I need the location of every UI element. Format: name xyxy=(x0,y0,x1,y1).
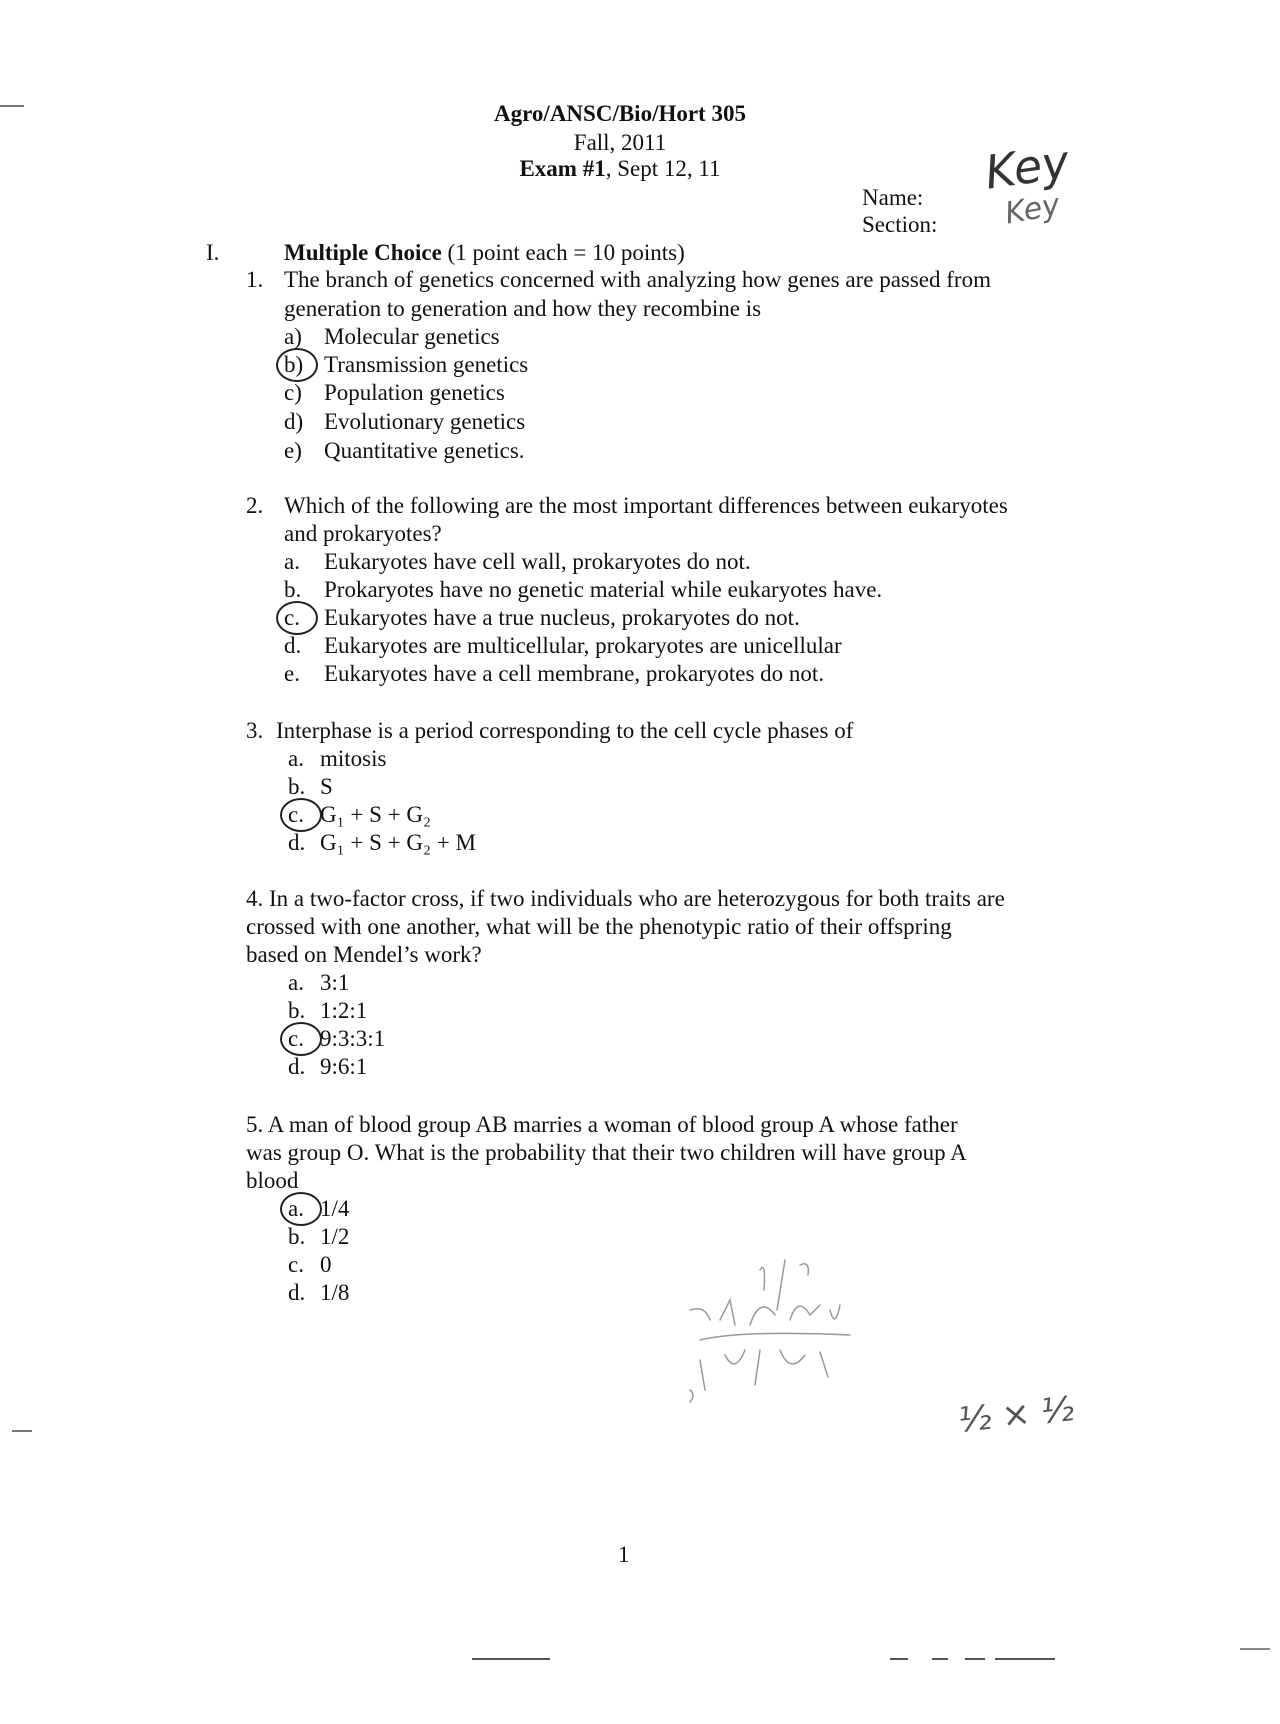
option-text: Eukaryotes have cell wall, prokaryotes do not. xyxy=(324,549,751,574)
option-text: 1/4 xyxy=(320,1196,350,1221)
option-text: Molecular genetics xyxy=(324,324,500,349)
handwritten-fraction: ½ × ½ xyxy=(956,1389,1076,1441)
option-text: Population genetics xyxy=(324,380,505,405)
option-2c xyxy=(284,603,800,632)
question-5-text: blood xyxy=(246,1168,299,1193)
option-label: d. xyxy=(288,1054,306,1079)
option-label: e. xyxy=(284,661,300,686)
term: Fall, 2011 xyxy=(573,130,667,155)
option-5a xyxy=(288,1194,349,1223)
scan-artifact-line xyxy=(932,1658,948,1660)
option-label: e) xyxy=(284,438,302,463)
scan-artifact-line xyxy=(472,1658,550,1660)
option-text: Transmission genetics xyxy=(324,352,529,377)
option-text: Prokaryotes have no genetic material while eukaryotes have. xyxy=(324,577,883,602)
option-1a xyxy=(284,322,500,351)
question-2-text: Which of the following are the most important differences between eukaryotes xyxy=(284,493,1008,518)
option-label: d) xyxy=(284,409,304,434)
option-label: c. xyxy=(284,605,300,630)
option-label: c. xyxy=(288,1252,304,1277)
course-title: Agro/ANSC/Bio/Hort 305 xyxy=(494,101,746,126)
handwritten-scribble xyxy=(680,1240,910,1410)
scan-artifact-line xyxy=(965,1658,985,1660)
option-label: d. xyxy=(284,633,302,658)
option-label: a. xyxy=(288,1196,304,1221)
option-1c xyxy=(284,378,505,407)
option-text: G₁ + S + G₂ xyxy=(320,802,431,827)
name-label: Name: xyxy=(862,185,924,210)
exam-number: Exam #1 xyxy=(519,156,606,181)
option-label: a) xyxy=(284,324,302,349)
option-4d xyxy=(288,1052,367,1081)
option-label: b. xyxy=(288,998,306,1023)
answer-circle xyxy=(280,1022,322,1056)
answer-circle xyxy=(280,1192,322,1226)
answer-circle xyxy=(276,601,318,635)
scan-artifact-line xyxy=(12,1430,32,1432)
option-text: 3:1 xyxy=(320,970,350,995)
question-2-text: and prokaryotes? xyxy=(284,521,442,546)
section-numeral: I. xyxy=(206,240,220,265)
page-number: 1 xyxy=(618,1542,630,1567)
option-label: b. xyxy=(284,577,302,602)
option-3d xyxy=(288,828,476,857)
option-text: G₁ + S + G₂ + M xyxy=(320,830,476,855)
section-title xyxy=(284,238,685,267)
option-4a xyxy=(288,968,349,997)
option-5c xyxy=(288,1250,332,1279)
question-3-number: 3. xyxy=(246,718,264,743)
option-text: Evolutionary genetics xyxy=(324,409,526,434)
option-text: Eukaryotes are multicellular, prokaryotes are unicellular xyxy=(324,633,842,658)
option-3c xyxy=(288,800,431,829)
option-text: 1/2 xyxy=(320,1224,350,1249)
option-4c xyxy=(288,1024,385,1053)
question-1-text: The branch of genetics concerned with analyzing how genes are passed from xyxy=(284,267,991,292)
question-4-text: 4. In a two-factor cross, if two individuals who are heterozygous for both traits are xyxy=(246,886,1005,911)
option-text: 1:2:1 xyxy=(320,998,368,1023)
section-title-rest: (1 point each = 10 points) xyxy=(441,240,685,265)
option-5d xyxy=(288,1278,349,1307)
option-text: Eukaryotes have a true nucleus, prokaryotes do not. xyxy=(324,605,800,630)
option-label: c) xyxy=(284,380,302,405)
option-label: b. xyxy=(288,1224,306,1249)
option-text: Eukaryotes have a cell membrane, prokaryotes do not. xyxy=(324,661,825,686)
question-1-number: 1. xyxy=(246,267,264,292)
question-5-text: 5. A man of blood group AB marries a woman of blood group A whose father xyxy=(246,1112,958,1137)
option-label: a. xyxy=(288,970,304,995)
question-1-text: generation to generation and how they recombine is xyxy=(284,296,762,321)
question-3-text: Interphase is a period corresponding to the cell cycle phases of xyxy=(276,718,854,743)
option-label: d. xyxy=(288,830,306,855)
section-title-bold: Multiple Choice xyxy=(284,240,442,265)
option-5b xyxy=(288,1222,349,1251)
option-2b xyxy=(284,575,882,604)
question-4-text: based on Mendel’s work? xyxy=(246,942,482,967)
scan-artifact-line xyxy=(890,1658,908,1660)
option-label: c. xyxy=(288,802,304,827)
scan-artifact-line xyxy=(0,105,24,107)
option-1d xyxy=(284,407,525,436)
option-1b xyxy=(284,350,528,379)
option-label: a. xyxy=(288,746,304,771)
option-text: 9:6:1 xyxy=(320,1054,368,1079)
question-4-text: crossed with one another, what will be the phenotypic ratio of their offspring xyxy=(246,914,952,939)
section-label: Section: xyxy=(862,212,938,237)
scan-artifact-line xyxy=(995,1658,1055,1660)
question-5-text: was group O. What is the probability that their two children will have group A xyxy=(246,1140,967,1165)
option-text: 1/8 xyxy=(320,1280,350,1305)
answer-circle xyxy=(276,348,318,382)
scan-artifact-line xyxy=(1240,1648,1270,1650)
option-4b xyxy=(288,996,367,1025)
option-text: 0 xyxy=(320,1252,332,1277)
option-label: a. xyxy=(284,549,300,574)
option-2d xyxy=(284,631,842,660)
handwritten-key-section: Key xyxy=(1002,187,1063,232)
option-text: Quantitative genetics. xyxy=(324,438,525,463)
option-2e xyxy=(284,659,824,688)
option-text: 9:3:3:1 xyxy=(320,1026,386,1051)
handwritten-key-name: Key xyxy=(981,134,1073,200)
option-3a xyxy=(288,744,386,773)
option-1e xyxy=(284,436,525,465)
option-label: b) xyxy=(284,352,304,377)
option-text: mitosis xyxy=(320,746,387,771)
answer-circle xyxy=(280,798,322,832)
option-text: S xyxy=(320,774,333,799)
option-3b xyxy=(288,772,333,801)
option-label: c. xyxy=(288,1026,304,1051)
exam-date: , Sept 12, 11 xyxy=(605,156,721,181)
option-2a xyxy=(284,547,751,576)
option-label: d. xyxy=(288,1280,306,1305)
question-2-number: 2. xyxy=(246,493,264,518)
option-label: b. xyxy=(288,774,306,799)
